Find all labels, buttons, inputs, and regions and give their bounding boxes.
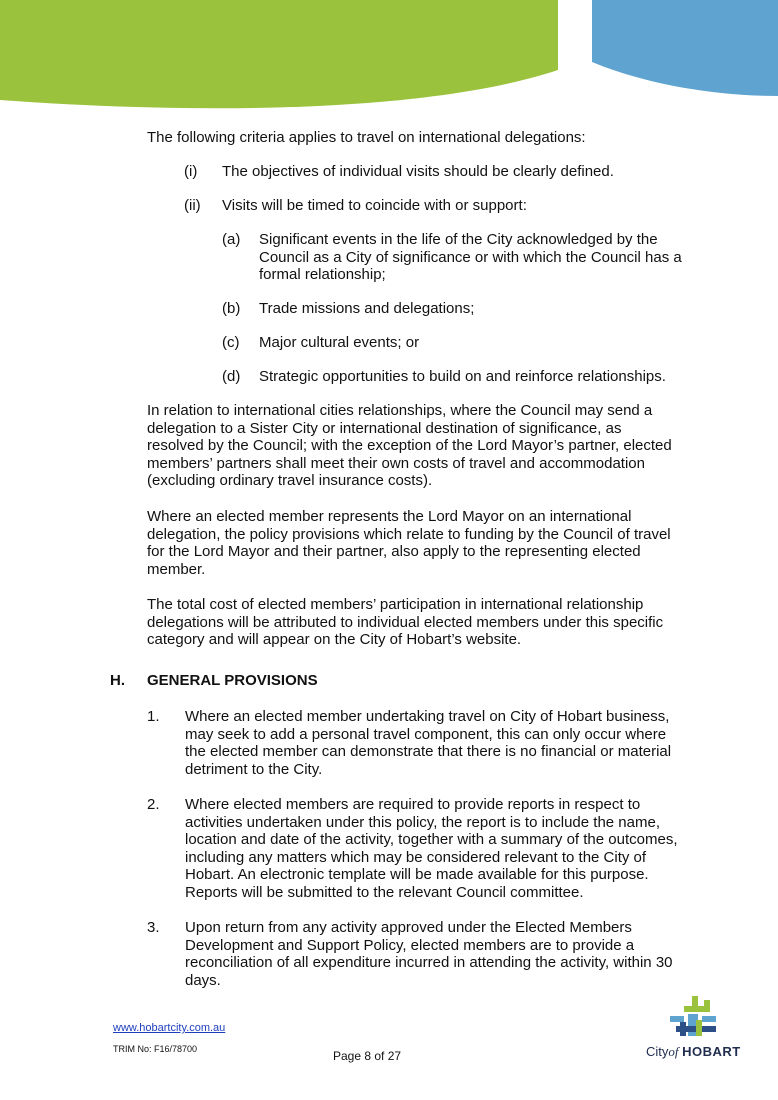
paragraph-line: resolved by the Council; with the exception of the Lord Mayor’s partner, elected: [147, 437, 672, 454]
criteria-label: (ii): [184, 197, 201, 214]
paragraph-line: In relation to international cities relationships, where the Council may send a: [147, 402, 653, 419]
green-swoosh: [0, 0, 558, 108]
section-title: GENERAL PROVISIONS: [147, 672, 318, 689]
paragraph-line: category and will appear on the City of Hobart’s website.: [147, 631, 522, 648]
paragraph-line: Where an elected member represents the Lord Mayor on an international: [147, 508, 632, 525]
subcriteria-line: Significant events in the life of the City acknowledged by the: [259, 231, 658, 248]
provision-line: Where elected members are required to provide reports in respect to: [185, 796, 641, 813]
intro-text: The following criteria applies to travel on international delegations:: [147, 129, 586, 146]
website-link[interactable]: www.hobartcity.com.au: [113, 1022, 226, 1034]
provision-line: Development and Support Policy, elected members are to provide a: [185, 937, 635, 954]
subcriteria-label: (a): [222, 231, 241, 248]
provision-line: activities undertaken under this policy, the report is to include the name,: [185, 814, 660, 831]
provision-line: detriment to the City.: [185, 761, 323, 778]
subcriteria-line: Strategic opportunities to build on and reinforce relationships.: [259, 368, 666, 385]
criteria-label: (i): [184, 163, 198, 180]
provision-line: including any matters which may be considered relevant to the City of: [185, 849, 647, 866]
paragraph-line: for the Lord Mayor and their partner, also apply to the representing elected: [147, 543, 641, 560]
subcriteria-label: (b): [222, 300, 241, 317]
provision-label: 2.: [147, 796, 160, 813]
paragraph-line: delegation, the policy provisions which relate to funding by the Council of travel: [147, 526, 671, 543]
subcriteria-line: formal relationship;: [259, 266, 386, 283]
provision-line: the elected member can demonstrate that there is no financial or material: [185, 743, 672, 760]
logo-of: of: [668, 1044, 679, 1059]
header-banner: [0, 0, 778, 120]
provision-label: 1.: [147, 708, 160, 725]
provision-line: days.: [185, 972, 221, 989]
provision-line: location and date of the activity, together with a summary of the outcomes,: [185, 831, 678, 848]
provision-label: 3.: [147, 919, 160, 936]
subcriteria-line: Trade missions and delegations;: [259, 300, 475, 317]
subcriteria-label: (d): [222, 368, 241, 385]
criteria-text: Visits will be timed to coincide with or support:: [222, 197, 527, 214]
page-number: Page 8 of 27: [333, 1049, 402, 1063]
blue-swoosh: [592, 0, 778, 96]
provision-line: Upon return from any activity approved under the Elected Members: [185, 919, 632, 936]
paragraph-line: delegation to a Sister City or international destination of significance, as: [147, 420, 622, 437]
logo-city: City: [646, 1044, 669, 1059]
paragraph-line: member.: [147, 561, 206, 578]
trim-number: TRIM No: F16/78700: [113, 1044, 198, 1054]
subcriteria-line: Council as a City of significance or with which the Council has a: [259, 249, 682, 266]
paragraph-line: (excluding ordinary travel insurance costs).: [147, 472, 433, 489]
paragraph-line: members’ partners shall meet their own costs of travel and accommodation: [147, 455, 645, 472]
logo-wordmark: [646, 1044, 741, 1060]
subcriteria-line: Major cultural events; or: [259, 334, 420, 351]
section-letter: H.: [110, 672, 125, 689]
provision-line: Where an elected member undertaking travel on City of Hobart business,: [185, 708, 670, 725]
criteria-text: The objectives of individual visits should be clearly defined.: [222, 163, 614, 180]
provision-line: Hobart. An electronic template will be made available for this purpose.: [185, 866, 649, 883]
provision-line: reconciliation of all expenditure incurred in attending the activity, within 30: [185, 954, 673, 971]
provision-line: may seek to add a personal travel component, this can only occur where: [185, 726, 667, 743]
provision-line: Reports will be submitted to the relevant Council committee.: [185, 884, 584, 901]
paragraph-line: delegations will be attributed to individual elected members under this specific: [147, 614, 664, 631]
paragraph-line: The total cost of elected members’ participation in international relationship: [147, 596, 644, 613]
logo-hobart: HOBART: [682, 1044, 741, 1059]
subcriteria-label: (c): [222, 334, 240, 351]
